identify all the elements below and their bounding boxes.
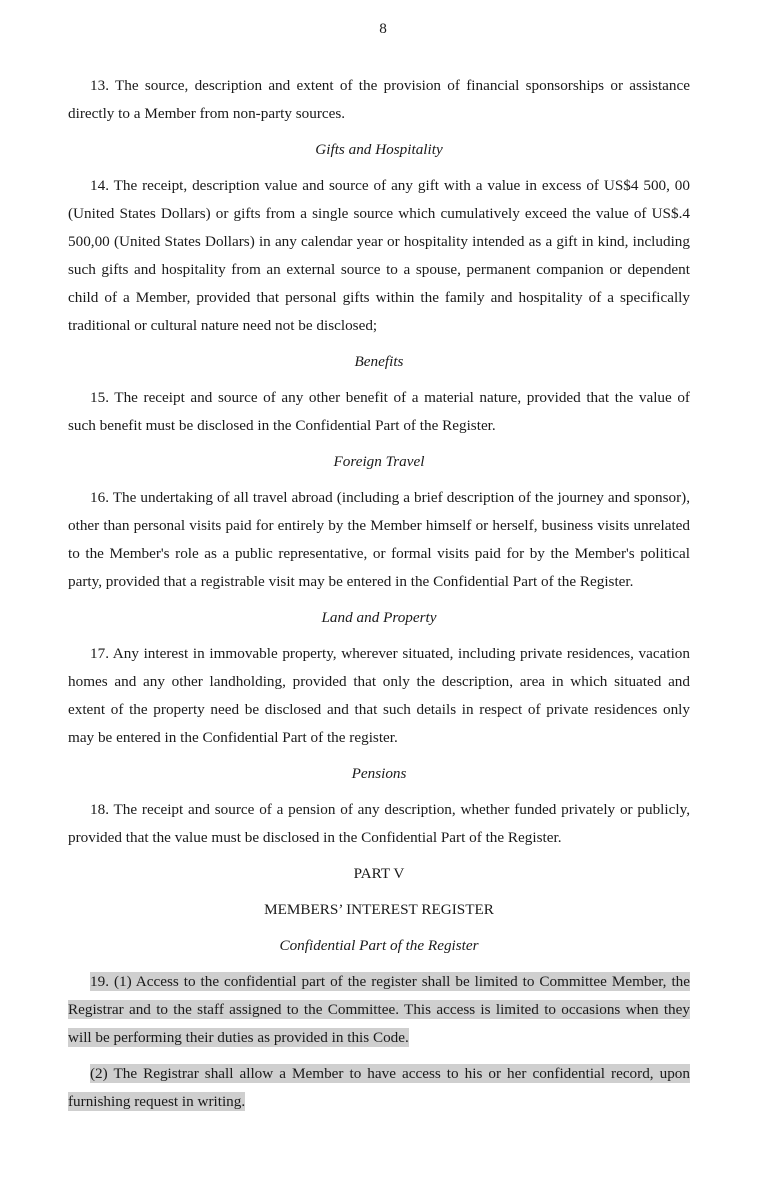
document-body (68, 72, 690, 1116)
heading-foreign-travel: Foreign Travel (333, 453, 425, 470)
heading-benefits: Benefits (354, 353, 404, 370)
paragraph-19-1 (68, 968, 690, 1052)
page-number: 8 (379, 20, 387, 37)
paragraph-16: 16. The undertaking of all travel abroad (including a brief description of the journey and sponsor), other than personal visits paid for entirely by the Member himself or herself, business visits unrelated to the Member's role as a public representative, or formal visits paid for by the Member's political party, provided that a registrable visit may be entered in the Confidential Part of the Register. (68, 489, 690, 590)
paragraph-13: 13. The source, description and extent of the provision of financial sponsorships or assistance directly to a Member from non-party sources. (68, 77, 690, 122)
paragraph-17: 17. Any interest in immovable property, wherever situated, including private residences, vacation homes and any other landholding, provided that only the description, area in which situated and extent of the property need be disclosed and that such details in respect of private residences only may be entered in the Confidential Part of the register. (68, 645, 690, 746)
heading-land-and-property: Land and Property (321, 609, 437, 626)
part-label: PART V (353, 865, 405, 882)
heading-confidential-part: Confidential Part of the Register (279, 937, 479, 954)
paragraph-15: 15. The receipt and source of any other benefit of a material nature, provided that the value of such benefit must be disclosed in the Confidential Part of the Register. (68, 389, 690, 434)
highlighted-text: (2) The Registrar shall allow a Member to have access to his or her confidential record, upon furnishing request in writing. (68, 1065, 690, 1110)
paragraph-14: 14. The receipt, description value and source of any gift with a value in excess of US$4 500, 00 (United States Dollars) or gifts from a single source which cumulatively exceed the value of US$.4 500,00 (United States Dollars) in any calendar year or hospitality intended as a gift in kind, including such gifts and hospitality from an external source to a spouse, permanent companion or dependent child of a Member, provided that personal gifts within the family and hospitality of a specifically traditional or cultural nature need not be disclosed; (68, 177, 690, 334)
paragraph-19-2 (68, 1060, 690, 1116)
highlighted-text: 19. (1) Access to the confidential part of the register shall be limited to Committee Member, the Registrar and to the staff assigned to the Committee. This access is limited to occasions when they will be performing their duties as provided in this Code. (68, 973, 690, 1046)
heading-gifts-and-hospitality: Gifts and Hospitality (315, 141, 443, 158)
part-title: MEMBERS’ INTEREST REGISTER (264, 901, 494, 918)
paragraph-18: 18. The receipt and source of a pension of any description, whether funded privately or publicly, provided that the value must be disclosed in the Confidential Part of the Register. (68, 801, 690, 846)
heading-pensions: Pensions (351, 765, 407, 782)
